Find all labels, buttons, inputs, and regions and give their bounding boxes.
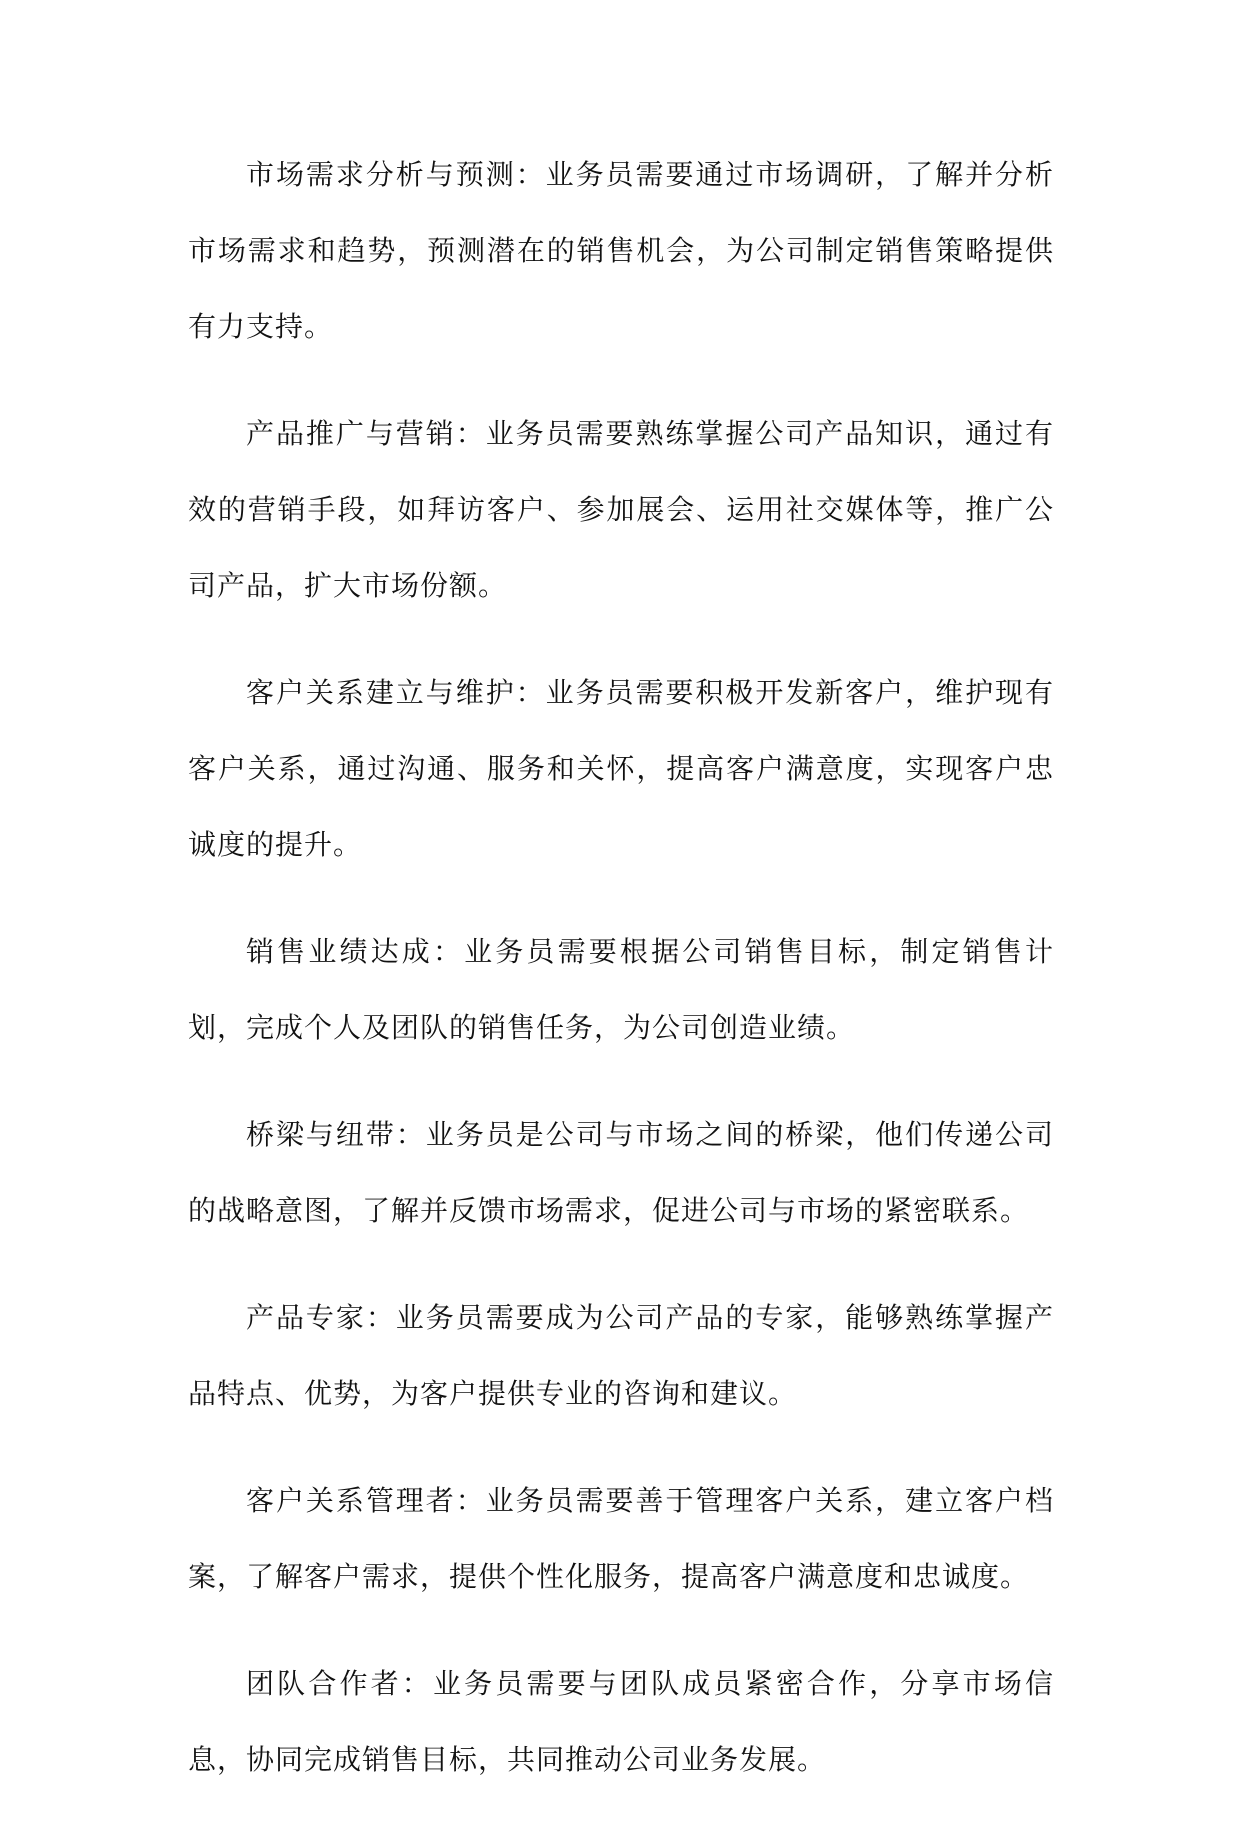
paragraph-sales-performance: 销售业绩达成：业务员需要根据公司销售目标，制定销售计划，完成个人及团队的销售任务，为公司创造业绩。 [188, 935, 1054, 1044]
paragraph-relationship-manager: 客户关系管理者：业务员需要善于管理客户关系，建立客户档案，了解客户需求，提供个性化服务，提高客户满意度和忠诚度。 [188, 1484, 1054, 1593]
paragraph-team-player: 团队合作者：业务员需要与团队成员紧密合作，分享市场信息，协同完成销售目标，共同推动公司业务发展。 [188, 1667, 1054, 1776]
paragraph-customer-relations: 客户关系建立与维护：业务员需要积极开发新客户，维护现有客户关系，通过沟通、服务和关怀，提高客户满意度，实现客户忠诚度的提升。 [188, 676, 1054, 861]
paragraph-product-promotion: 产品推广与营销：业务员需要熟练掌握公司产品知识，通过有效的营销手段，如拜访客户、参加展会、运用社交媒体等，推广公司产品，扩大市场份额。 [188, 417, 1054, 602]
document-body [188, 137, 1054, 1829]
paragraph-bridge-and-link: 桥梁与纽带：业务员是公司与市场之间的桥梁，他们传递公司的战略意图，了解并反馈市场需求，促进公司与市场的紧密联系。 [188, 1118, 1054, 1227]
paragraph-market-demand-analysis: 市场需求分析与预测：业务员需要通过市场调研，了解并分析市场需求和趋势，预测潜在的销售机会，为公司制定销售策略提供有力支持。 [188, 158, 1054, 343]
paragraph-product-expert: 产品专家：业务员需要成为公司产品的专家，能够熟练掌握产品特点、优势，为客户提供专业的咨询和建议。 [188, 1301, 1054, 1410]
